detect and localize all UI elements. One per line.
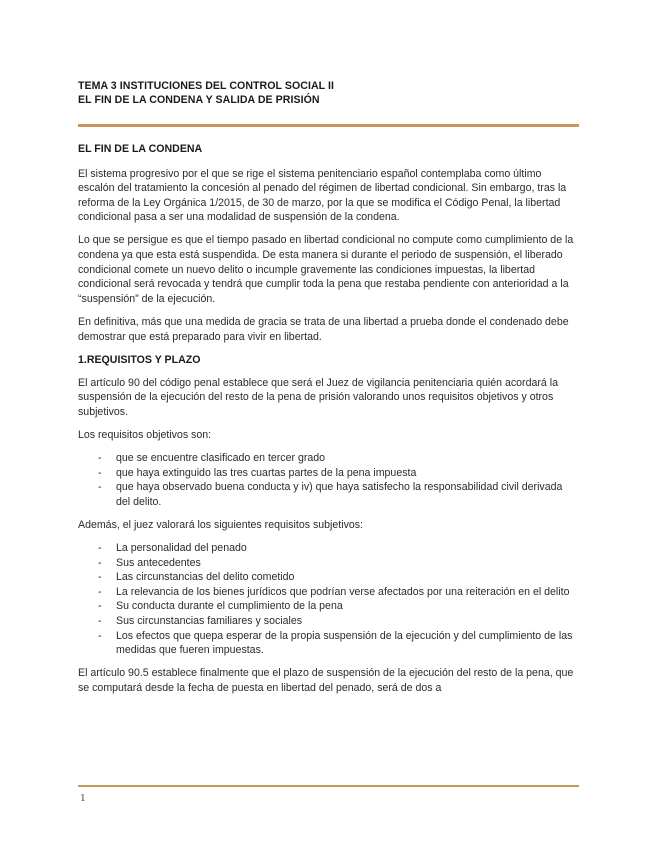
bullet-dash: - <box>98 452 102 465</box>
section-heading-requisitos: 1.REQUISITOS Y PLAZO <box>78 353 201 366</box>
header-title-line1: TEMA 3 INSTITUCIONES DEL CONTROL SOCIAL II <box>78 80 334 92</box>
list-item-text: que haya extinguido las tres cuartas partes de la pena impuesta <box>116 466 417 479</box>
section-heading-fin-condena: EL FIN DE LA CONDENA <box>78 143 203 155</box>
bullet-dash: - <box>98 600 102 613</box>
list-item-text: La personalidad del penado <box>116 542 247 555</box>
document-body <box>78 142 579 704</box>
bullet-dash: - <box>98 629 102 642</box>
list-item-text: Los efectos que quepa esperar de la propia suspensión de la ejecución y del cumplimiento de las medidas que fueren impuestas. <box>116 629 573 657</box>
list-item <box>78 629 579 658</box>
footer-divider <box>78 785 579 787</box>
list-item-text: La relevancia de los bienes jurídicos que podrían verse afectados por una reiteración en el delito <box>116 585 570 598</box>
list-item <box>78 466 579 481</box>
list-item <box>78 451 579 466</box>
list-item-text: que haya observado buena conducta y iv) que haya satisfecho la responsabilidad civil derivada del delito. <box>116 481 563 508</box>
paragraph: El artículo 90 del código penal establece que será el Juez de vigilancia penitenciaria quién acordará la suspensión de la ejecución del resto de la pena de prisión valorando unos requisitos objetivos y otros subjetivos. <box>78 376 558 418</box>
subjective-requirements-list <box>78 541 579 658</box>
list-item <box>78 570 579 585</box>
bullet-dash: - <box>98 542 102 555</box>
bullet-dash: - <box>98 466 102 479</box>
list-item <box>78 599 579 614</box>
list-item <box>78 480 579 509</box>
bullet-dash: - <box>98 571 102 584</box>
bullet-dash: - <box>98 556 102 569</box>
bullet-dash: - <box>98 481 102 494</box>
paragraph: El sistema progresivo por el que se rige el sistema penitenciario español contemplaba como último escalón del tratamiento la concesión al penado del régimen de libertad condicional. Sin embargo, tras la reforma de la Ley Orgánica 1/2015, de 30 de marzo, por la que se modifica el Código Penal, la libertad condicional pasa a ser una modalidad de suspensión de la condena. <box>78 167 567 224</box>
list-item-text: que se encuentre clasificado en tercer grado <box>116 452 326 465</box>
document-header <box>78 79 578 107</box>
list-item <box>78 614 579 629</box>
header-title-line2: EL FIN DE LA CONDENA Y SALIDA DE PRISIÓN <box>78 94 320 106</box>
list-item-text: Su conducta durante el cumplimiento de la pena <box>116 600 343 613</box>
paragraph: En definitiva, más que una medida de gracia se trata de una libertad a prueba donde el condenado debe demostrar que está preparado para vivir en libertad. <box>78 315 569 343</box>
page-number: 1 <box>80 792 86 804</box>
subjective-requirements-intro: Además, el juez valorará los siguientes requisitos subjetivos: <box>78 518 363 531</box>
list-item-text: Sus antecedentes <box>116 556 201 569</box>
bullet-dash: - <box>98 615 102 628</box>
header-divider <box>78 124 579 127</box>
list-item <box>78 556 579 571</box>
list-item <box>78 585 579 600</box>
bullet-dash: - <box>98 585 102 598</box>
list-item <box>78 541 579 556</box>
paragraph: El artículo 90.5 establece finalmente que el plazo de suspensión de la ejecución del resto de la pena, que se computará desde la fecha de puesta en libertad del penado, será de dos a <box>78 667 574 694</box>
list-item-text: Sus circunstancias familiares y sociales <box>116 615 303 628</box>
objective-requirements-intro: Los requisitos objetivos son: <box>78 429 212 441</box>
paragraph: Lo que se persigue es que el tiempo pasado en libertad condicional no compute como cumplimiento de la condena ya que esta está suspendida. De esta manera si durante el periodo de suspensión, el liberado condicional comete un nuevo delito o incumple gravemente las condiciones impuestas, la libertad condicional será revocada y tendrá que cumplir toda la pena que restaba pendiente con anterioridad a la “suspensión” de la ejecución. <box>78 234 574 305</box>
objective-requirements-list <box>78 451 579 509</box>
list-item-text: Las circunstancias del delito cometido <box>116 571 295 584</box>
